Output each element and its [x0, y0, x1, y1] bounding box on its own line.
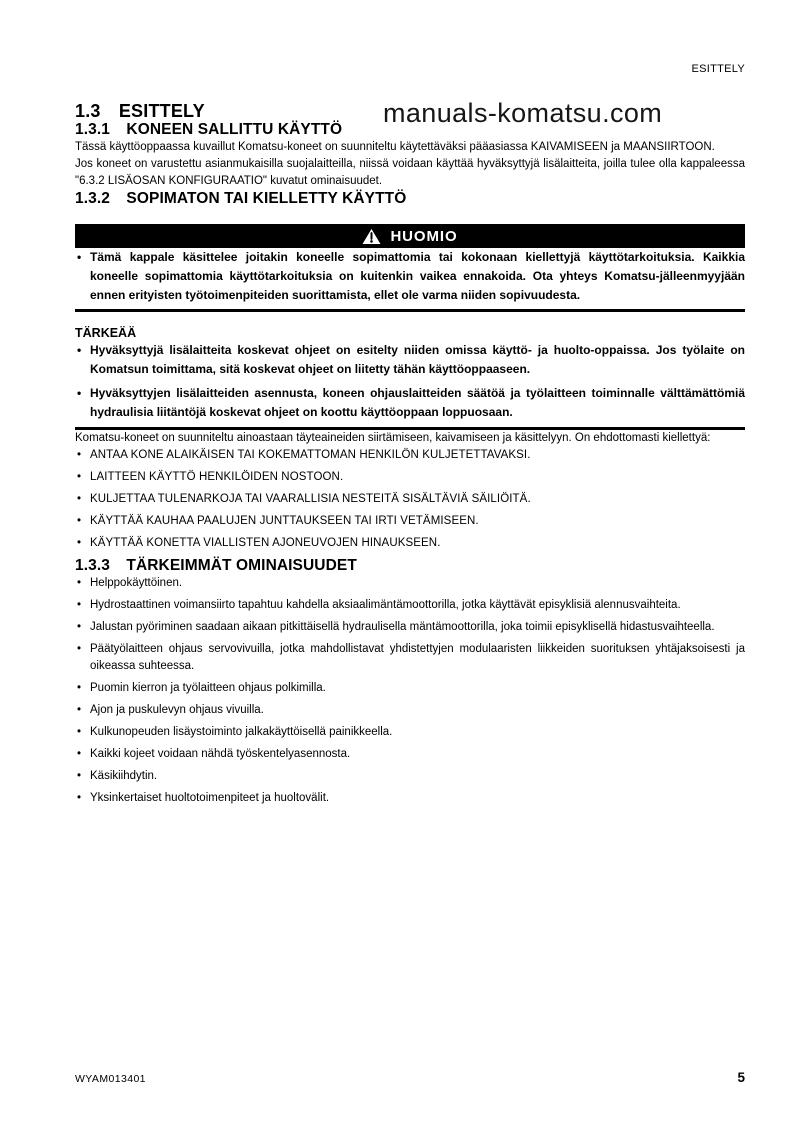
prohibited-use-text: ANTAA KONE ALAIKÄISEN TAI KOKEMATTOMAN HENKILÖN KULJETETTAVAKSI.	[90, 449, 531, 461]
feature-item	[75, 746, 745, 763]
feature-item	[75, 680, 745, 697]
feature-item	[75, 724, 745, 741]
section-number: 1.3	[75, 101, 101, 121]
feature-item-text: Kulkunopeuden lisäystoiminto jalkakäyttöisellä painikkeella.	[90, 726, 393, 738]
feature-item-text: Ajon ja puskulevyn ohjaus vivuilla.	[90, 704, 264, 716]
feature-item-text: Puomin kierron ja työlaitteen ohjaus polkimilla.	[90, 682, 326, 694]
paragraph-permitted-use-1: Tässä käyttöoppaassa kuvaillut Komatsu-koneet on suunniteltu käytettäväksi pääasiassa KAIVAMISEEN ja MAANSIIRTOON.	[75, 141, 715, 153]
section-title: KONEEN SALLITTU KÄYTTÖ	[126, 121, 343, 138]
prohibited-use-item	[75, 513, 745, 529]
section-heading-1-3-2	[75, 190, 745, 208]
running-header: ESITTELY	[691, 63, 745, 75]
warning-item	[75, 248, 745, 305]
section-title: SOPIMATON TAI KIELLETTY KÄYTTÖ	[126, 190, 407, 207]
prohibited-use-text: KÄYTTÄÄ KAUHAA PAALUJEN JUNTTAUKSEEN TAI IRTI VETÄMISEEN.	[90, 515, 479, 527]
feature-item	[75, 702, 745, 719]
feature-item-text: Helppokäyttöinen.	[90, 577, 183, 589]
important-item	[75, 384, 745, 422]
important-item-text: Hyväksyttyjen lisälaitteiden asennusta, koneen ohjauslaitteiden säätöä ja työlaitteen toiminnalle välttämättömiä hydraulisia liitäntöjä koskevat ohjeet on koottu käyttöoppaan loppuosaan.	[90, 386, 745, 419]
section-title: ESITTELY	[118, 101, 205, 121]
prohibited-use-text: LAITTEEN KÄYTTÖ HENKILÖIDEN NOSTOON.	[90, 471, 344, 483]
prohibited-use-text: KÄYTTÄÄ KONETTA VIALLISTEN AJONEUVOJEN HINAUKSEEN.	[90, 537, 441, 549]
warning-banner	[75, 224, 745, 248]
feature-item-text: Yksinkertaiset huoltotoimenpiteet ja huoltovälit.	[90, 792, 330, 804]
warning-banner-label: HUOMIO	[390, 227, 458, 245]
important-item	[75, 341, 745, 379]
document-code: WYAM013401	[75, 1073, 146, 1085]
feature-item	[75, 790, 745, 807]
prohibited-use-text: KULJETTAA TULENARKOJA TAI VAARALLISIA NESTEITÄ SISÄLTÄVIÄ SÄILIÖITÄ.	[90, 493, 531, 505]
prohibited-use-item	[75, 447, 745, 463]
prohibited-use-item	[75, 535, 745, 551]
section-number: 1.3.1	[75, 121, 110, 138]
page-content	[75, 0, 745, 812]
feature-item-text: Jalustan pyöriminen saadaan aikaan pitkittäisellä hydraulisella mäntämoottorilla, joka toimii episyklisellä hidastusvaihteella.	[90, 621, 715, 633]
section-number: 1.3.2	[75, 190, 110, 207]
feature-item-text: Päätyölaitteen ohjaus servovivuilla, jotka mahdollistavat yhdistettyjen modulaaristen liikkeiden suorituksen yhtäjaksoisesti ja oikeassa suhteessa.	[90, 643, 745, 672]
prohibited-use-item	[75, 491, 745, 507]
feature-item	[75, 575, 745, 592]
prohibited-use-list	[75, 447, 745, 551]
paragraph-permitted-use-2: Jos koneet on varustettu asianmukaisilla suojalaitteilla, niissä voidaan käyttää hyväksyttyjä lisälaitteita, joilla tulee olla kappaleessa "6.3.2 LISÄOSAN KONFIGURAATIO" kuvatut ominaisuudet.	[75, 158, 745, 187]
feature-list	[75, 575, 745, 807]
page-number: 5	[737, 1070, 745, 1085]
section-title: TÄRKEIMMÄT OMINAISUUDET	[126, 557, 357, 574]
section-number: 1.3.3	[75, 557, 110, 574]
feature-item	[75, 597, 745, 614]
page-footer	[75, 1070, 745, 1085]
feature-item	[75, 619, 745, 636]
important-label: TÄRKEÄÄ	[75, 326, 137, 340]
prohibited-use-item	[75, 469, 745, 485]
feature-item	[75, 768, 745, 785]
feature-item-text: Käsikiihdytin.	[90, 770, 158, 782]
important-item-text: Hyväksyttyjä lisälaitteita koskevat ohjeet on esitelty niiden omissa käyttö- ja huolto-oppaissa. Jos työlaite on Komatsun toimittama, sitä koskevat ohjeet on liitetty tähän käyttöoppaaseen.	[90, 343, 745, 376]
feature-item-text: Kaikki kojeet voidaan nähdä työskentelyasennosta.	[90, 748, 351, 760]
section-heading-1-3-3	[75, 557, 745, 575]
warning-item-list	[75, 248, 745, 305]
warning-item-text: Tämä kappale käsittelee joitakin koneelle sopimattomia tai kokonaan kiellettyjä käyttötarkoituksia. Kaikkia koneelle sopimattomia käyttötarkoituksia on kuitenkin vaikea ennakoida. Ota yhteys Komatsu-jälleenmyyjään ennen erityisten työtoimenpiteiden suorittamista, ellet ole varma niiden sopivuudesta.	[90, 250, 745, 302]
warning-triangle-icon	[362, 228, 381, 245]
feature-item	[75, 641, 745, 675]
paragraph-prohibited-intro: Komatsu-koneet on suunniteltu ainoastaan täyteaineiden siirtämiseen, kaivamiseen ja käsittelyyn. On ehdottomasti kiellettyä:	[75, 432, 711, 444]
feature-item-text: Hydrostaattinen voimansiirto tapahtuu kahdella aksiaalimäntämoottorilla, jotka käyttävät episyklisiä alennusvaihteita.	[90, 599, 681, 611]
important-item-list	[75, 341, 745, 422]
divider-rule	[75, 309, 745, 312]
watermark-text: manuals-komatsu.com	[383, 98, 663, 128]
